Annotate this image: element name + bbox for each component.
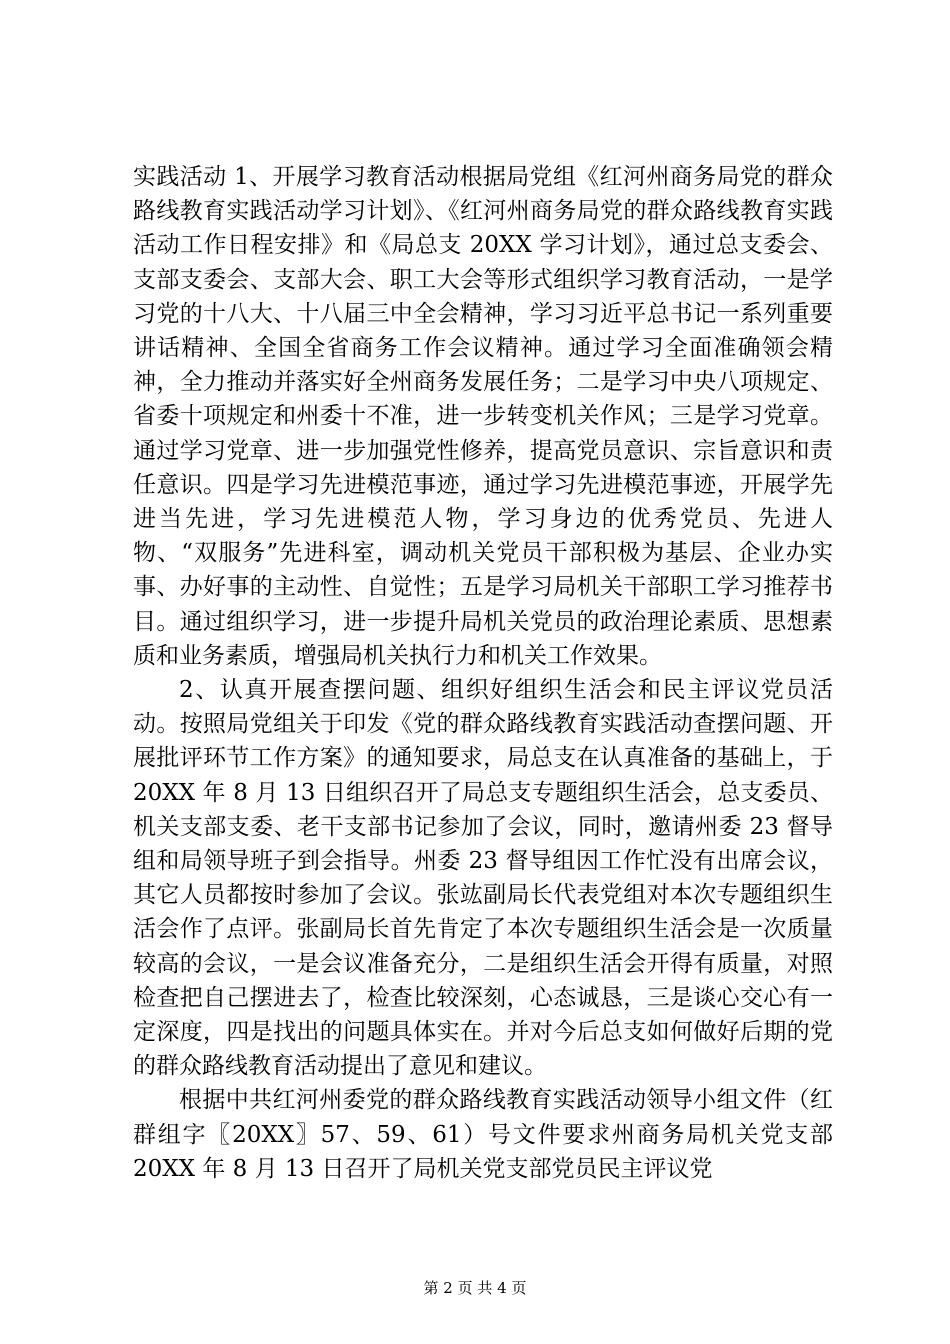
page-footer [0,1278,950,1298]
document-body [133,160,833,1186]
paragraph-self-examination: 2、认真开展查摆问题、组织好组织生活会和民主评议党员活动。按照局党组关于印发《党的群众路线教育实践活动查摆问题、开展批评环节工作方案》的通知要求，局总支在认真准备的基础上，于 20XX 年 8 月 13 日组织召开了局总支专题组织生活会，总支委员、机关支部支委、老干支部书记参加了会议，同时，邀请州委 23 督导组和局领导班子到会指导。州委 23 督导组因工作忙没有出席会议，其它人员都按时参加了会议。张竑副局长代表党组对本次专题组织生活会作了点评。张副局长首先肯定了本次专题组织生活会是一次质量较高的会议，一是会议准备充分，二是组织生活会开得有质量，对照检查把自己摆进去了，检查比较深刻，心态诚恳，三是谈心交心有一定深度，四是找出的问题具体实在。并对今后总支如何做好后期的党的群众路线教育活动提出了意见和建议。 [133,677,833,1080]
page-number: 第 2 页 共 4 页 [423,1279,527,1297]
paragraph-study-activities: 实践活动 1、开展学习教育活动根据局党组《红河州商务局党的群众路线教育实践活动学习计划》、《红河州商务局党的群众路线教育实践活动工作日程安排》和《局总支 20XX 学习计划》，通过总支委会、支部支委会、支部大会、职工大会等形式组织学习教育活动，一是学习党的十八大、十八届三中全会精神，学习习近平总书记一系列重要讲话精神、全国全省商务工作会议精神。通过学习全面准确领会精神，全力推动并落实好全州商务发展任务；二是学习中央八项规定、省委十项规定和州委十不准，进一步转变机关作风；三是学习党章。通过学习党章、进一步加强党性修养，提高党员意识、宗旨意识和责任意识。四是学习先进模范事迹，通过学习先进模范事迹，开展学先进当先进，学习先进模范人物，学习身边的优秀党员、先进人物、“双服务”先进科室，调动机关党员干部积极为基层、企业办实事、办好事的主动性、自觉性；五是学习局机关干部职工学习推荐书目。通过组织学习，进一步提升局机关党员的政治理论素质、思想素质和业务素质，增强局机关执行力和机关工作效果。 [133,164,833,669]
paragraph-party-review: 根据中共红河州委党的群众路线教育实践活动领导小组文件（红群组字〖20XX〗57、59、61）号文件要求州商务局机关党支部 20XX 年 8 月 13 日召开了局机关党支部党员民主评议党 [133,1087,833,1182]
